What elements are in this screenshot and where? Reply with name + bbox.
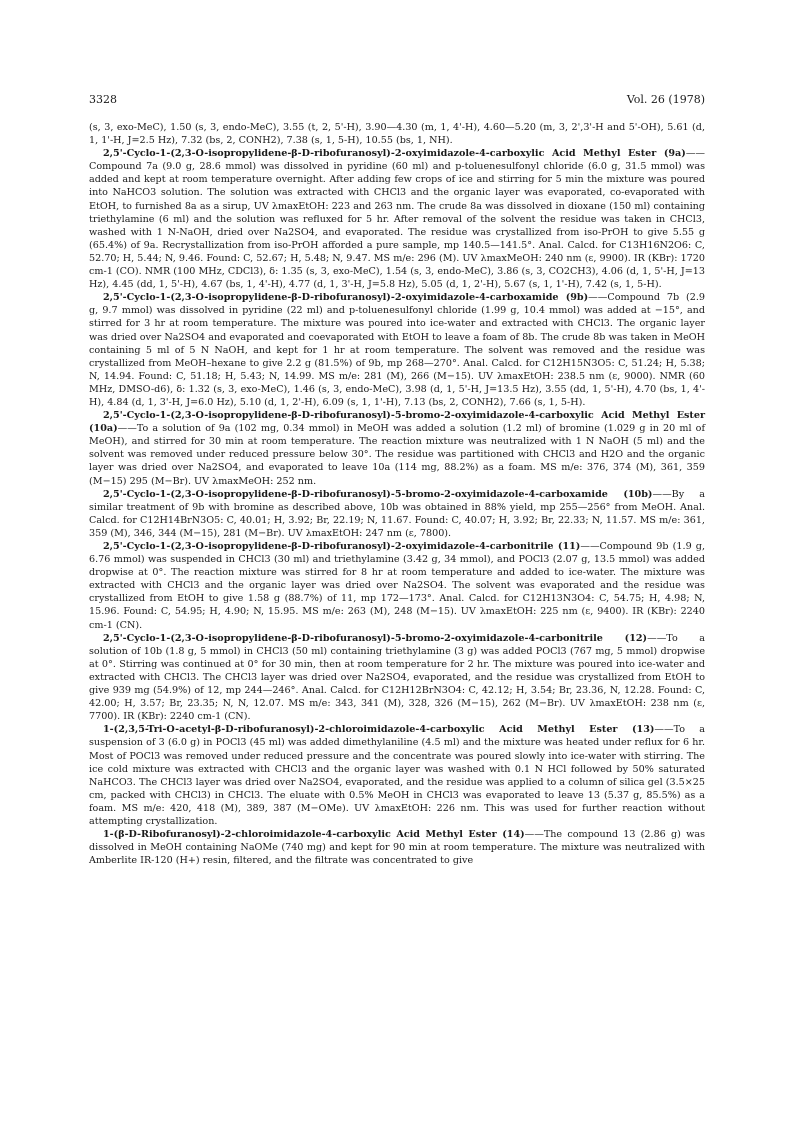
section-title: 2,5'-Cyclo-1-(2,3-O-isopropylidene-β-D-ribofuranosyl)-2-oxyimidazole-4-carbonitrile (11)	[103, 541, 581, 552]
section-title: 2,5'-Cyclo-1-(2,3-O-isopropylidene-β-D-ribofuranosyl)-5-bromo-2-oxyimidazole-4-carboxylic Acid Methyl Ester (10a)	[89, 410, 705, 435]
paragraph-text: ——By a similar treatment of 9b with bromine as described above, 10b was obtained in 88% yield, mp 255—256° from MeOH. Anal. Calcd. for C12H14BrN3O5: C, 40.01; H, 3.92; Br, 22.19; N, 11.67. Found: C, 40.07; H, 3.92; Br, 22.33; N, 11.57. MS m/e: 361, 359 (M), 346, 344 (M−15), 281 (M−Br). UV λmaxEtOH: 247 nm (ε, 7800).	[89, 488, 705, 539]
paragraph-text: ——To a suspension of 3 (6.0 g) in POCl3 (45 ml) was added dimethylaniline (4.5 ml) and the mixture was heated under reflux for 6 hr. Most of POCl3 was removed under reduced pressure and the concentrate was poured slowly into ice-water with stirring. The ice cold mixture was extracted with CHCl3 and the organic layer was washed with 0.1 N HCl followed by 50% saturated NaHCO3. The CHCl3 layer was dried over Na2SO4, evaporated, and the residue was applied to a column of silica gel (3.5×25 cm, packed with CHCl3) in CHCl3. The eluate with 0.5% MeOH in CHCl3 was evaporated to leave 13 (5.37 g, 85.5%) as a foam. MS m/e: 420, 418 (M), 389, 387 (M−OMe). UV λmaxEtOH: 226 nm. This was used for further reaction without attempting crystallization.	[89, 724, 705, 827]
page-number: 3328	[89, 93, 117, 106]
paragraph-0	[89, 121, 705, 147]
paragraph-text: (s, 3, exo-MeC), 1.50 (s, 3, endo-MeC), 3.55 (t, 2, 5'-H), 3.90—4.30 (m, 1, 4'-H), 4.60—5.20 (m, 3, 2',3'-H and 5'-OH), 5.61 (d, 1, 1'-H, J=2.5 Hz), 7.32 (bs, 2, CONH2), 7.38 (s, 1, 5-H), 10.55 (bs, 1, NH).	[89, 122, 705, 147]
section-title: 2,5'-Cyclo-1-(2,3-O-isopropylidene-β-D-ribofuranosyl)-5-bromo-2-oxyimidazole-4-carbonitrile (12)	[103, 632, 648, 644]
section-title: 2,5'-Cyclo-1-(2,3-O-isopropylidene-β-D-ribofuranosyl)-2-oxyimidazole-4-carboxamide (9b)	[103, 292, 589, 304]
paragraph-text: ——Compound 9b (1.9 g, 6.76 mmol) was suspended in CHCl3 (30 ml) and triethylamine (3.42 g, 34 mmol), and POCl3 (2.07 g, 13.5 mmol) was added dropwise at 0°. The reaction mixture was stirred for 8 hr at room temperature and added to ice-water. The mixture was extracted with CHCl3 and the organic layer was dried over Na2SO4. The solvent was evaporated and the residue was crystallized from EtOH to give 1.58 g (88.7%) of 11, mp 172—173°. Anal. Calcd. for C12H13N3O4: C, 54.75; H, 4.98; N, 15.96. Found: C, 54.95; H, 4.90; N, 15.95. MS m/e: 263 (M), 248 (M−15). UV λmaxEtOH: 225 nm (ε, 9400). IR (KBr): 2240 cm-1 (CN).	[89, 541, 705, 631]
paragraph-text: ——Compound 7b (2.9 g, 9.7 mmol) was dissolved in pyridine (22 ml) and p-toluenesulfonyl chloride (1.99 g, 10.4 mmol) was added at −15°, and stirred for 3 hr at room temperature. The mixture was poured into ice-water and extracted with CHCl3. The organic layer was dried over Na2SO4 and evaporated and coevaporated with EtOH to leave a foam of 8b. The crude 8b was taken in MeOH containing 5 ml of 5 N NaOH, and kept for 1 hr at room temperature. The solvent was removed and the residue was crystallized from MeOH–hexane to give 2.2 g (81.5%) of 9b, mp 268—270°. Anal. Calcd. for C12H15N3O5: C, 51.24; H, 5.38; N, 14.94. Found: C, 51.18; H, 5.43; N, 14.99. MS m/e: 281 (M), 266 (M−15). UV λmaxEtOH: 238.5 nm (ε, 9000). NMR (60 MHz, DMSO-d6), δ: 1.32 (s, 3, exo-MeC), 1.46 (s, 3, endo-MeC), 3.98 (d, 1, 5'-H, J=13.5 Hz), 3.55 (dd, 1, 5'-H), 4.70 (bs, 1, 4'-H), 4.84 (d, 1, 3'-H, J=6.0 Hz), 5.10 (d, 1, 2'-H), 6.09 (s, 1, 1'-H), 7.13 (bs, 2, CONH2), 7.66 (s, 1, 5-H).	[89, 292, 705, 408]
paragraph-text: ——To a solution of 9a (102 mg, 0.34 mmol) in MeOH was added a solution (1.2 ml) of bromine (1.029 g in 20 ml of MeOH), and stirred for 30 min at room temperature. The reaction mixture was neutralized with 1 N NaOH (5 ml) and the solvent was removed under reduced pressure below 30°. The residue was partitioned with CHCl3 and H2O and the organic layer was dried over Na2SO4, and evaporated to leave 10a (114 mg, 88.2%) as a foam. MS m/e: 376, 374 (M), 361, 359 (M−15) 295 (M−Br). UV λmaxMeOH: 252 nm.	[89, 423, 705, 487]
paragraph-text: ——To a solution of 10b (1.8 g, 5 mmol) in CHCl3 (50 ml) containing triethylamine (3 g) was added POCl3 (767 mg, 5 mmol) dropwise at 0°. Stirring was continued at 0° for 30 min, then at room temperature for 2 hr. The mixture was poured into ice-water and extracted with CHCl3. The CHCl3 layer was dried over Na2SO4, evaporated, and the residue was crystallized from EtOH to give 939 mg (54.9%) of 12, mp 244—246°. Anal. Calcd. for C12H12BrN3O4: C, 42.12; H, 3.54; Br, 23.36, N, 12.28. Found: C, 42.00; H, 3.57; Br, 23.35; N, N, 12.07. MS m/e: 343, 341 (M), 328, 326 (M−15), 262 (M−Br). UV λmaxEtOH: 238 nm (ε, 7700). IR (KBr): 2240 cm-1 (CN).	[89, 632, 705, 723]
section-title: 1-(2,3,5-Tri-O-acetyl-β-D-ribofuranosyl)-2-chloroimidazole-4-carboxylic Acid Methyl Ester (13)	[103, 724, 655, 736]
paragraph-10a	[89, 409, 705, 488]
section-title: 1-(β-D-Ribofuranosyl)-2-chloroimidazole-4-carboxylic Acid Methyl Ester (14)	[103, 829, 525, 841]
volume-label: Vol. 26 (1978)	[626, 93, 705, 106]
paragraph-9a	[89, 147, 705, 291]
paragraph-9b	[89, 291, 705, 409]
page-header	[89, 93, 705, 107]
paragraph-text: ——The compound 13 (2.86 g) was dissolved in MeOH containing NaOMe (740 mg) and kept for 90 min at room temperature. The mixture was neutralized with Amberlite IR-120 (H+) resin, filtered, and the filtrate was concentrated to give	[89, 829, 705, 867]
paragraph-14	[89, 828, 705, 867]
paragraph-11	[89, 540, 705, 632]
paragraph-13	[89, 723, 705, 828]
paragraph-text: ——Compound 7a (9.0 g, 28.6 mmol) was dissolved in pyridine (60 ml) and p-toluenesulfonyl chloride (6.0 g, 31.5 mmol) was added and kept at room temperature overnight. After adding few crops of ice and stirring for 5 min the mixture was poured into NaHCO3 solution. The solution was extracted with CHCl3 and the organic layer was evaporated, co-evaporated with EtOH, to furnished 8a as a sirup, UV λmaxEtOH: 223 and 263 nm. The crude 8a was dissolved in dioxane (150 ml) containing triethylamine (6 ml) and the solution was refluxed for 5 hr. After removal of the solvent the residue was taken in CHCl3, washed with 1 N-NaOH, dried over Na2SO4, and evaporated. The residue was crystallized from iso-PrOH to give 5.55 g (65.4%) of 9a. Recrystallization from iso-PrOH afforded a pure sample, mp 140.5—141.5°. Anal. Calcd. for C13H16N2O6: C, 52.70; H, 5.44; N, 9.46. Found: C, 52.67; H, 5.48; N, 9.47. MS m/e: 296 (M). UV λmaxMeOH: 240 nm (ε, 9900). IR (KBr): 1720 cm-1 (CO). NMR (100 MHz, CDCl3), δ: 1.35 (s, 3, exo-MeC), 1.54 (s, 3, endo-MeC), 3.86 (s, 3, CO2CH3), 4.06 (d, 1, 5'-H, J=13 Hz), 4.45 (dd, 1, 5'-H), 4.67 (bs, 1, 4'-H), 4.77 (d, 1, 3'-H, J=5.8 Hz), 5.05 (d, 1, 2'-H), 5.67 (s, 1, 1'-H), 7.42 (s, 1, 5-H).	[89, 148, 705, 291]
paragraph-12	[89, 632, 705, 724]
section-title: 2,5'-Cyclo-1-(2,3-O-isopropylidene-β-D-ribofuranosyl)-2-oxyimidazole-4-carboxylic Acid Methyl Ester (9a)	[103, 148, 686, 160]
paragraph-10b	[89, 488, 705, 540]
section-title: 2,5'-Cyclo-1-(2,3-O-isopropylidene-β-D-ribofuranosyl)-5-bromo-2-oxyimidazole-4-carboxamide (10b)	[103, 488, 653, 500]
article-body	[89, 121, 705, 867]
